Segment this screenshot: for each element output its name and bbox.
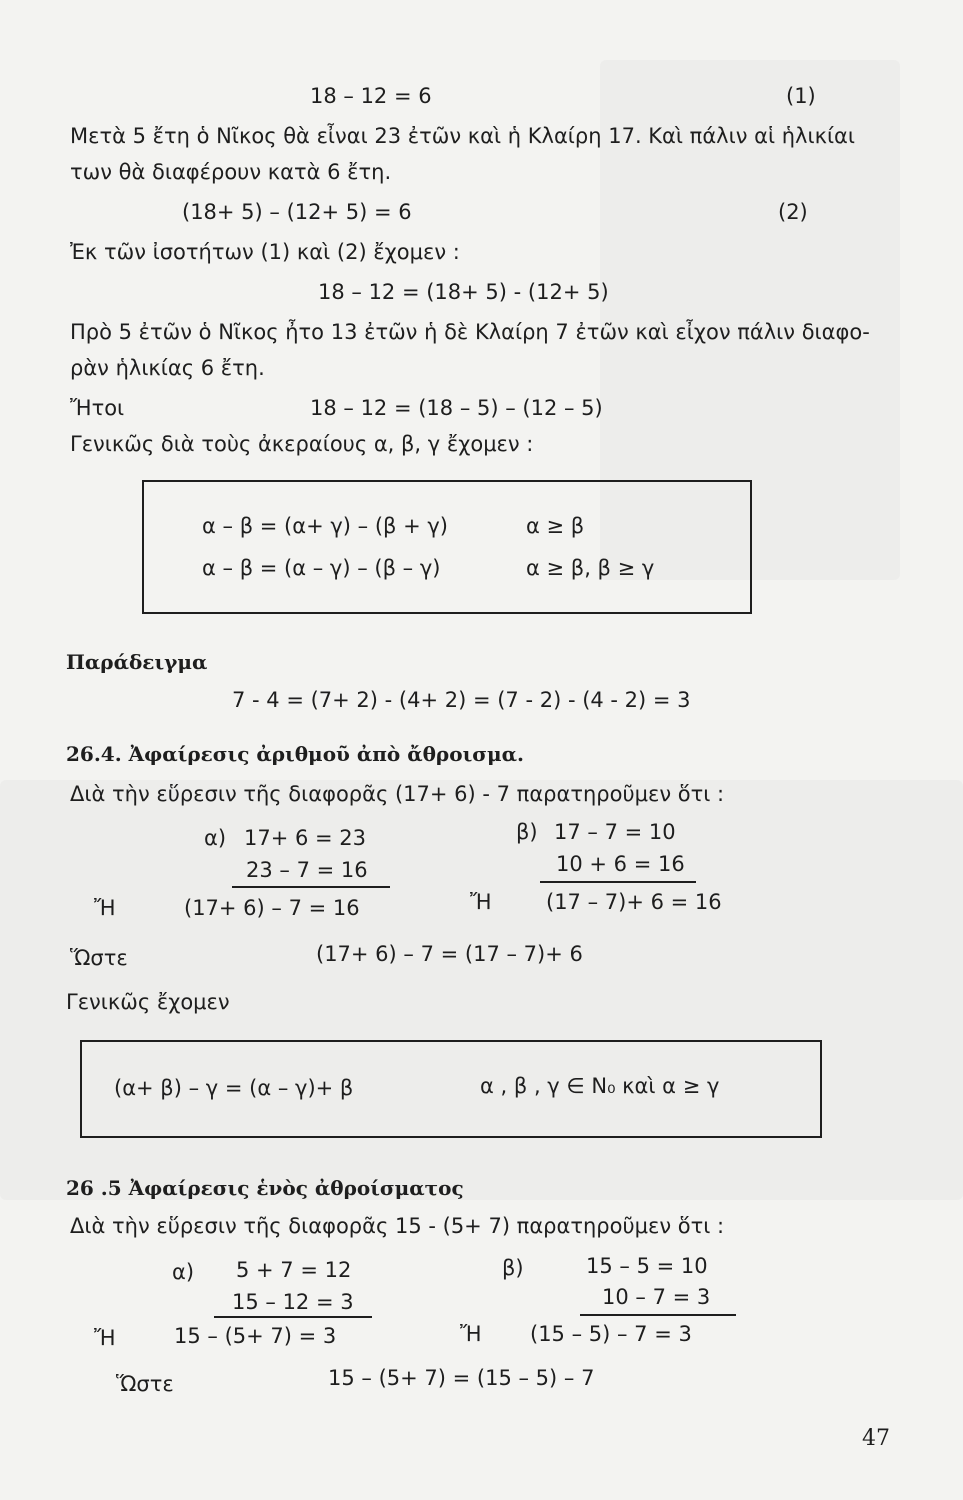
s265-or-a: Ἤ: [94, 1326, 116, 1350]
s265-a-line-2: 15 – 12 = 3: [232, 1290, 354, 1314]
s264-or-a: Ἤ: [94, 896, 116, 920]
s264-generally: Γενικῶς ἔχομεν: [66, 990, 230, 1014]
s265-b-line-1: 15 – 5 = 10: [586, 1254, 708, 1278]
s265-a-line-1: 5 + 7 = 12: [236, 1258, 352, 1282]
equation-2-tag: (2): [778, 200, 808, 224]
paragraph-2-line-1: Πρὸ 5 ἐτῶν ὁ Νῖκος ἦτο 13 ἐτῶν ἡ δὲ Κλαίρη 7 ἐτῶν καὶ εἶχον πάλιν διαφο-: [70, 320, 870, 344]
section-26-4-heading: 26.4. Ἀφαίρεσις ἀριθμοῦ ἀπὸ ἄθροισμα.: [66, 742, 524, 766]
s265-or-b: Ἤ: [460, 1322, 482, 1346]
s264-a-line-2: 23 – 7 = 16: [246, 858, 368, 882]
paragraph-1-line-1: Μετὰ 5 ἔτη ὁ Νῖκος θὰ εἶναι 23 ἐτῶν καὶ ἡ Κλαίρη 17. Καὶ πάλιν αἱ ἡλικίαι: [70, 124, 856, 148]
s264-hence-label: Ὥστε: [70, 946, 128, 970]
section-26-4-intro: Διὰ τὴν εὕρεσιν τῆς διαφορᾶς (17+ 6) - 7 παρατηροῦμεν ὅτι :: [70, 782, 725, 806]
section-26-5-intro: Διὰ τὴν εὕρεσιν τῆς διαφορᾶς 15 - (5+ 7) παρατηροῦμεν ὅτι :: [70, 1214, 725, 1238]
s265-b-line-2: 10 – 7 = 3: [602, 1285, 711, 1309]
generally-text: Γενικῶς διὰ τοὺς ἀκεραίους α, β, γ ἔχομεν :: [70, 432, 534, 456]
s264-hence-equation: (17+ 6) – 7 = (17 – 7)+ 6: [316, 942, 583, 966]
rule-2-condition: α , β , γ ∈ N₀ καὶ α ≥ γ: [480, 1074, 720, 1098]
rule-2-formula: (α+ β) – γ = (α – γ)+ β: [114, 1076, 354, 1100]
s264-a-line-1: 17+ 6 = 23: [244, 826, 367, 850]
equation-1-tag: (1): [786, 84, 816, 108]
s264-b-line-2: 10 + 6 = 16: [556, 852, 685, 876]
s265-b-label: β): [502, 1256, 524, 1280]
s265-a-result: 15 – (5+ 7) = 3: [174, 1324, 337, 1348]
s265-hence-label: Ὥστε: [116, 1372, 174, 1396]
s264-b-line-1: 17 – 7 = 10: [554, 820, 676, 844]
page-number: 47: [862, 1426, 890, 1451]
etoi-label: Ἤτοι: [70, 396, 125, 420]
s264-or-b: Ἤ: [470, 890, 492, 914]
s264-b-result: (17 – 7)+ 6 = 16: [546, 890, 722, 914]
rule-box-1: [142, 480, 752, 614]
example-heading: Παράδειγμα: [66, 650, 208, 674]
paragraph-2-line-2: ρὰν ἡλικίας 6 ἔτη.: [70, 356, 265, 380]
section-26-5-heading: 26 .5 Ἀφαίρεσις ἑνὸς ἀθροίσματος: [66, 1176, 464, 1200]
s264-a-label: α): [204, 826, 227, 850]
s265-b-underline: [580, 1314, 736, 1316]
example-equation: 7 - 4 = (7+ 2) - (4+ 2) = (7 - 2) - (4 - 2) = 3: [232, 688, 691, 712]
paragraph-1-line-2: των θὰ διαφέρουν κατὰ 6 ἔτη.: [70, 160, 392, 184]
equation-2: (18+ 5) – (12+ 5) = 6: [182, 200, 412, 224]
s264-b-label: β): [516, 820, 538, 844]
s264-a-underline: [232, 886, 390, 888]
s264-b-underline: [540, 881, 696, 883]
equation-4: 18 – 12 = (18 – 5) – (12 – 5): [310, 396, 603, 420]
rule-1-formula-1: α – β = (α+ γ) – (β + γ): [202, 514, 448, 538]
from-equalities-text: Ἐκ τῶν ἰσοτήτων (1) καὶ (2) ἔχομεν :: [70, 240, 460, 264]
s265-b-result: (15 – 5) – 7 = 3: [530, 1322, 692, 1346]
equation-3: 18 – 12 = (18+ 5) - (12+ 5): [318, 280, 609, 304]
rule-1-condition-1: α ≥ β: [526, 514, 585, 538]
s265-a-underline: [214, 1316, 372, 1318]
equation-1: 18 – 12 = 6: [310, 84, 432, 108]
rule-1-formula-2: α – β = (α – γ) – (β – γ): [202, 556, 441, 580]
rule-1-condition-2: α ≥ β, β ≥ γ: [526, 556, 655, 580]
s264-a-result: (17+ 6) – 7 = 16: [184, 896, 360, 920]
s265-a-label: α): [172, 1260, 195, 1284]
s265-hence-equation: 15 – (5+ 7) = (15 – 5) – 7: [328, 1366, 595, 1390]
